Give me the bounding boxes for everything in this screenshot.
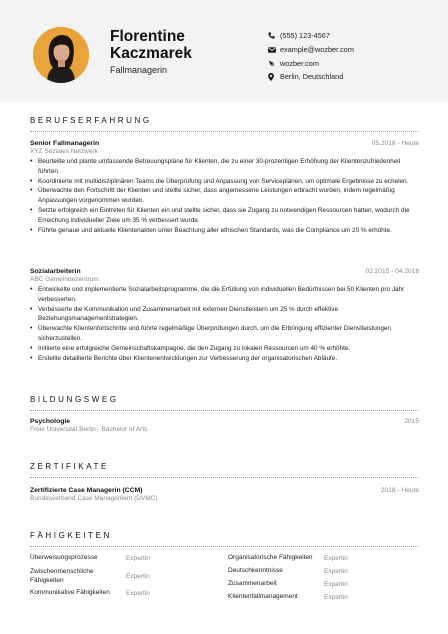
company-name: XYZ Soziales Netzwerk xyxy=(30,148,98,155)
section-title-experience: BERUFSERFAHRUNG xyxy=(30,116,418,132)
experience-entry xyxy=(30,140,419,235)
institution-name: Freie Universität Berlin - Bachelor of Arts xyxy=(30,426,148,433)
skill-name: Überweisungsprozesse xyxy=(30,554,98,561)
candidate-role: Fallmanagerin xyxy=(110,65,168,75)
certificate-title: Zertifizierte Case Managerin (CCM) xyxy=(30,487,143,494)
contact-phone-text: (555) 123-4567 xyxy=(280,31,330,41)
skill-level: Expertin xyxy=(126,554,150,562)
skill-item xyxy=(30,554,150,563)
education-entry xyxy=(30,418,419,433)
skill-name: Klientenfallmanagement xyxy=(228,593,298,600)
education-date: 2015 xyxy=(404,418,419,425)
location-pin-icon xyxy=(268,72,280,82)
contact-location xyxy=(268,70,354,84)
contact-location-text: Berlin, Deutschland xyxy=(280,72,344,82)
mail-icon xyxy=(268,45,280,55)
job-bullet: • Verbesserte die Kommunikation und Zusammenarbeit mit externen Dienstleistern um 25 % durch effektive Beziehungsmanagementstrategien. xyxy=(38,305,419,325)
company-name: ABC Gemeindezentrum xyxy=(30,276,99,283)
job-bullet: • Führte genaue und aktuelle Klientenakten unter Beachtung aller ethischen Standards, was die Compliance um 20 % erhöhte. xyxy=(38,226,419,236)
skill-item xyxy=(228,554,348,563)
skill-name: Zwischenmenschliche Fähigkeiten xyxy=(30,568,94,584)
contact-phone xyxy=(268,29,354,43)
degree-title: Psychologie xyxy=(30,418,71,425)
contact-website[interactable] xyxy=(268,56,354,70)
candidate-name xyxy=(110,28,192,62)
job-date: 02.2015 - 04.2018 xyxy=(365,268,419,275)
job-title: Sozialarbeiterin xyxy=(30,268,81,275)
job-bullet: • Koordinierte mit multidisziplinären Teams die Überprüfung und Anpassung von Serviceplänen, um optimale Ergebnisse zu erzielen. xyxy=(38,177,419,187)
job-bullet: • Setzte erfolgreich ein Eintreten für Klienten ein und stellte sicher, dass sie Zugang zu notwendigen Ressourcen hatten, wodurch die Erreichung individueller Ziele um 35 % verbessert wurde. xyxy=(38,206,419,226)
job-date: 05.2018 - Heute xyxy=(371,140,419,147)
skill-item xyxy=(228,580,348,589)
certificate-issuer: Bundesverband Case Management (DVMC) xyxy=(30,495,158,502)
skill-name: Organisatorische Fähigkeiten xyxy=(228,554,313,561)
job-bullet: • Überwachte den Fortschritt der Klienten und stellte sicher, dass angemessene Leistungen erbracht wurden, indem regelmäßig Anpassungen vorgenommen wurden. xyxy=(38,186,419,206)
certificate-entry xyxy=(30,487,419,502)
contact-email-text[interactable]: example@wozber.com xyxy=(280,45,354,55)
skill-name: Kommunikative Fähigkeiten xyxy=(30,589,110,596)
job-bullet-list xyxy=(30,285,419,363)
skill-name: Zusammenarbeit xyxy=(228,580,277,587)
phone-icon xyxy=(268,31,280,41)
job-bullet: • Erstellte detaillierte Berichte über Klientenentwicklungen zur Verbesserung der organisatorischen Abläufe. xyxy=(38,354,419,364)
job-bullet: • Entwickelte und implementierte Sozialarbeitsprogramme, die die Erfüllung von individuellen Bedürfnissen bei 50 Klienten pro Jahr verbesserten. xyxy=(38,285,419,305)
job-bullet: • Beurteilte und plante umfassende Betreuungspläne für Klienten, die zu einer 30-prozentigen Erhöhung der Klientenzufriedenheit führten. xyxy=(38,157,419,177)
link-icon xyxy=(268,58,280,68)
skill-item xyxy=(228,593,348,602)
section-title-education: BILDUNGSWEG xyxy=(30,395,418,411)
skill-level: Expertin xyxy=(126,573,150,580)
skill-level: Expertin xyxy=(324,567,348,575)
job-bullet: • Überwachte Klientenfortschritte und führte regelmäßige Überprüfungen durch, um die Erbringung effizienter Dienstleistungen sicherzustellen. xyxy=(38,324,419,344)
skill-item xyxy=(228,567,348,576)
section-title-skills: FÄHIGKEITEN xyxy=(30,531,418,547)
skill-name: Deutschkenntnisse xyxy=(228,567,283,574)
last-name: Kaczmarek xyxy=(110,45,192,62)
skill-item xyxy=(30,589,150,598)
resume-header xyxy=(0,0,448,102)
skill-level: Expertin xyxy=(324,554,348,562)
first-name: Florentine xyxy=(110,28,185,45)
skill-item xyxy=(30,568,150,585)
job-bullet-list xyxy=(30,157,419,235)
skill-level: Expertin xyxy=(126,589,150,597)
skill-level: Expertin xyxy=(324,593,348,601)
job-title: Senior Fallmanagerin xyxy=(30,140,100,147)
contact-website-text[interactable]: wozber.com xyxy=(280,58,319,68)
contact-list xyxy=(268,29,354,84)
job-bullet: • Initiierte eine erfolgreiche Gemeinschaftskampagne, die den Zugang zu lokalen Ressourcen um 40 % erhöhte. xyxy=(38,344,419,354)
experience-entry xyxy=(30,268,419,363)
section-title-certificates: ZERTIFIKATE xyxy=(30,462,418,478)
skill-level: Expertin xyxy=(324,580,348,588)
contact-email[interactable] xyxy=(268,43,354,57)
certificate-date: 2018 - Heute xyxy=(380,487,419,494)
profile-photo xyxy=(33,27,89,83)
